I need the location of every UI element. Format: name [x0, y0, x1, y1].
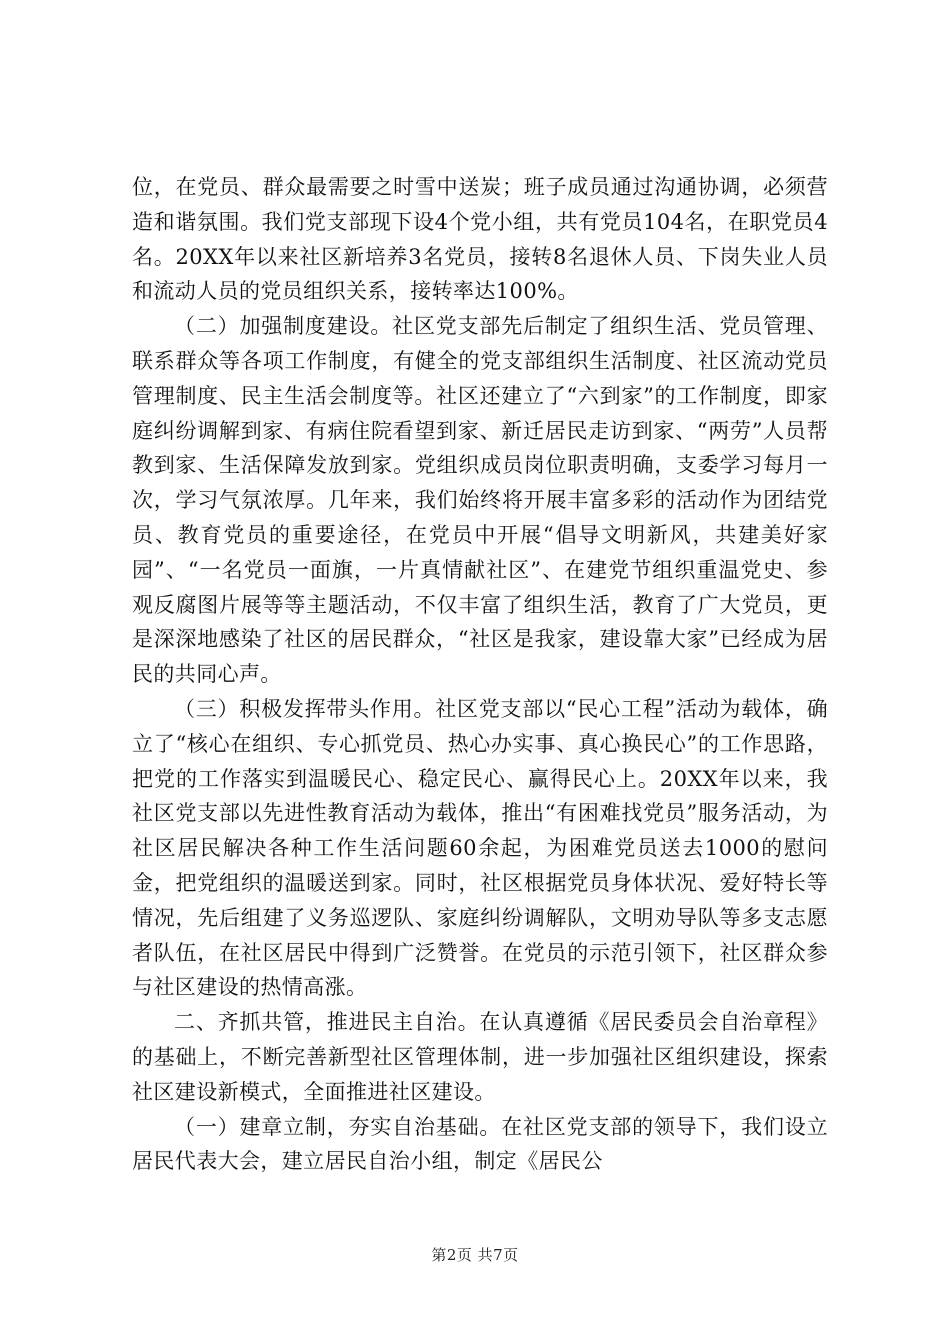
- paragraph-1: 位，在党员、群众最需要之时雪中送炭；班子成员通过沟通协调，必须营造和谐氛围。我们党支部现下设4个党小组，共有党员104名，在职党员4名。20XX年以来社区新培养3名党员，接转8名退休人员、下岗失业人员和流动人员的党员组织关系，接转率达100%。: [132, 175, 828, 304]
- page-number-label: 第2页 共7页: [431, 1246, 519, 1264]
- paragraph-3: （三）积极发挥带头作用。社区党支部以“民心工程”活动为载体，确立了“核心在组织、专心抓党员、热心办实事、真心换民心”的工作思路，把党的工作落实到温暖民心、稳定民心、赢得民心上。20XX年以来，我社区党支部以先进性教育活动为载体，推出“有困难找党员”服务活动，为社区居民解决各种工作生活问题60余起，为困难党员送去1000的慰问金，把党组织的温暖送到家。同时，社区根据党员身体状况、爱好特长等情况，先后组建了义务巡逻队、家庭纠纷调解队，文明劝导队等多支志愿者队伍，在社区居民中得到广泛赞誉。在党员的示范引领下，社区群众参与社区建设的热情高涨。: [132, 696, 828, 1000]
- paragraph-4: 二、齐抓共管，推进民主自治。在认真遵循《居民委员会自治章程》的基础上，不断完善新型社区管理体制，进一步加强社区组织建设，探索社区建设新模式，全面推进社区建设。: [132, 1010, 828, 1104]
- paragraph-5: （一）建章立制，夯实自治基础。在社区党支部的领导下，我们设立居民代表大会，建立居民自治小组，制定《居民公: [132, 1114, 828, 1174]
- page-footer: [0, 1244, 950, 1265]
- paragraph-2: （二）加强制度建设。社区党支部先后制定了组织生活、党员管理、联系群众等各项工作制度，有健全的党支部组织生活制度、社区流动党员管理制度、民主生活会制度等。社区还建立了“六到家”的工作制度，即家庭纠纷调解到家、有病住院看望到家、新迁居民走访到家、“两劳”人员帮教到家、生活保障发放到家。党组织成员岗位职责明确，支委学习每月一次，学习气氛浓厚。几年来，我们始终将开展丰富多彩的活动作为团结党员、教育党员的重要途径，在党员中开展“倡导文明新风，共建美好家园”、“一名党员一面旗，一片真情献社区”、在建党节组织重温党史、参观反腐图片展等等主题活动，不仅丰富了组织生活，教育了广大党员，更是深深地感染了社区的居民群众，“社区是我家，建设靠大家”已经成为居民的共同心声。: [132, 314, 828, 687]
- document-body: [132, 170, 828, 1179]
